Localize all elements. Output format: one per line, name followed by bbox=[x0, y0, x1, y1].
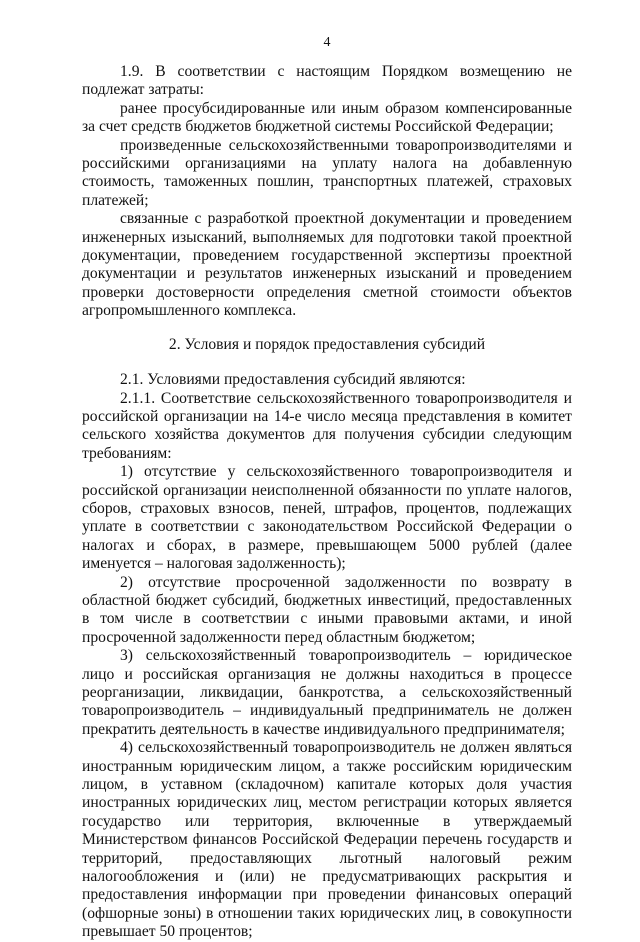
page-number: 4 bbox=[323, 35, 331, 50]
paragraph-subsidized-costs: ранее просубсидированные или иным образом компенсированные за счет средств бюджетов бюджетной системы Российской Федерации; bbox=[82, 99, 572, 136]
requirement-2: 2) отсутствие просроченной задолженности по возврату в областной бюджет субсидий, бюджетных инвестиций, предоставленных в том числе в соответствии с иными правовыми актами, и иной просроченной задолженности перед областным бюджетом; bbox=[82, 573, 572, 646]
requirement-4: 4) сельскохозяйственный товаропроизводитель не должен являться иностранным юридическим лицом, а также российским юридическим лицом, в уставном (складочном) капитале которых доля участия иностранных юридических лиц, местом регистрации которых является государство или территория, включенные в утверждаемый Министерством финансов Российской Федерации перечень государств и территорий, предоставляющих льготный налоговый режим налогообложения и (или) не предусматривающих раскрытия и предоставления информации при проведении финансовых операций (офшорные зоны) в отношении таких юридических лиц, в совокупности превышает 50 процентов; bbox=[82, 739, 572, 941]
requirement-1: 1) отсутствие у сельскохозяйственного товаропроизводителя и российской организации неисполненной обязанности по уплате налогов, сборов, страховых взносов, пеней, штрафов, процентов, подлежащих уплате в соответствии с законодательством Российской Федерации о налогах и сборах, в размере, превышающем 5000 рублей (далее именуется – налоговая задолженность); bbox=[82, 463, 572, 573]
paragraph-design-costs: связанные с разработкой проектной документации и проведением инженерных изысканий, выполняемых для подготовки такой проектной документации, проведением государственной экспертизы проектной документации и результатов инженерных изысканий и проведением проверки достоверности определения сметной стоимости объектов агропромышленного комплекса. bbox=[82, 210, 572, 320]
paragraph-vat-costs: произведенные сельскохозяйственными товаропроизводителями и российскими организациями на уплату налога на добавленную стоимость, таможенных пошлин, транспортных платежей, страховых платежей; bbox=[82, 136, 572, 209]
paragraph-2-1: 2.1. Условиями предоставления субсидий являются: bbox=[120, 371, 466, 389]
section-1-9 bbox=[82, 63, 572, 321]
paragraph-2-1-1: 2.1.1. Соответствие сельскохозяйственного товаропроизводителя и российской организации на 14-е число месяца представления в комитет сельского хозяйства документов для получения субсидии следующим требованиям: bbox=[82, 389, 572, 462]
section-2 bbox=[82, 371, 572, 942]
requirement-3: 3) сельскохозяйственный товаропроизводитель – юридическое лицо и российская организация не должны находиться в процессе реорганизации, ликвидации, банкротства, а сельскохозяйственный товаропроизводитель – индивидуальный предприниматель не должен прекратить деятельность в качестве индивидуального предпринимателя; bbox=[82, 647, 572, 738]
paragraph-1-9: 1.9. В соответствии с настоящим Порядком возмещению не подлежат затраты: bbox=[82, 63, 572, 99]
section-2-heading: 2. Условия и порядок предоставления субсидий bbox=[168, 335, 486, 353]
